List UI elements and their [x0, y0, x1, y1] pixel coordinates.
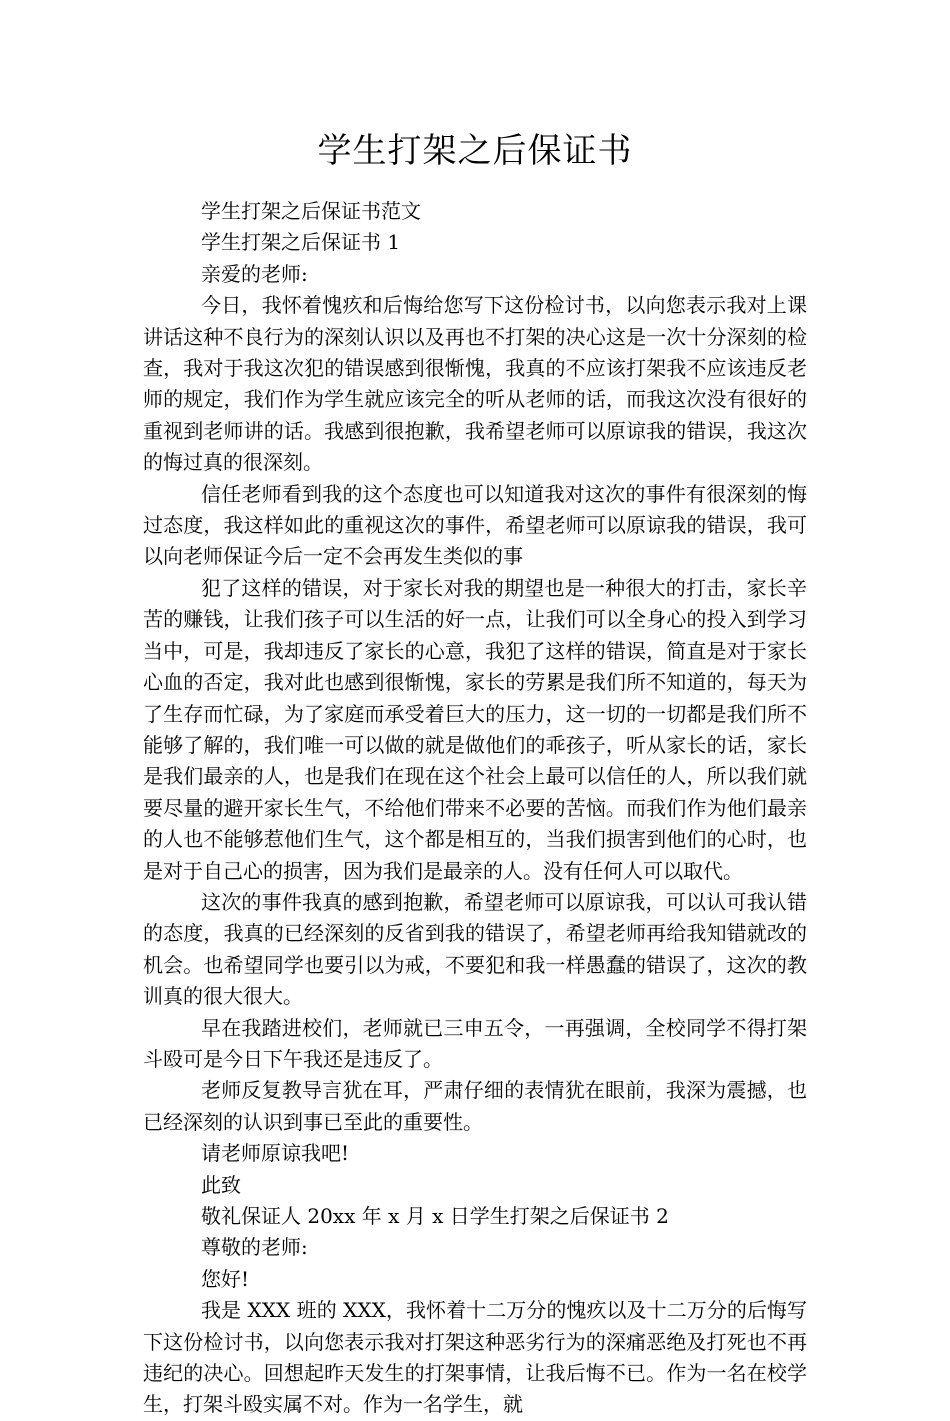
- document-body: [143, 196, 807, 1421]
- closing-line: 此致: [201, 1172, 241, 1197]
- body-paragraph: 犯了这样的错误，对于家长对我的期望也是一种很大的打击，家长辛苦的赚钱，让我们孩子可以生活的好一点，让我们可以全身心的投入到学习当中，可是，我却违反了家长的心意，我犯了这样的错误，简直是对于家长心血的否定，我对此也感到很惭愧，家长的劳累是我们所不知道的，每天为了生存而忙碌，为了家庭而承受着巨大的压力，这一切的一切都是我们所不能够了解的，我们唯一可以做的就是做他们的乖孩子，听从家长的话，家长是我们最亲的人，也是我们在现在这个社会上最可以信任的人，所以我们就要尽量的避开家长生气，不给他们带来不必要的苦恼。而我们作为他们最亲的人也不能够惹他们生气，这个都是相互的，当我们损害到他们的心时，也是对于自己心的损害，因为我们是最亲的人。没有任何人可以取代。: [143, 575, 807, 883]
- body-paragraph: 信任老师看到我的这个态度也可以知道我对这次的事件有很深刻的悔过态度，我这样如此的重视这次的事件，希望老师可以原谅我的错误，我可以向老师保证今后一定不会再发生类似的事: [143, 481, 807, 569]
- body-paragraph: 老师反复教导言犹在耳，严肃仔细的表情犹在眼前，我深为震撼，也已经深刻的认识到事已至此的重要性。: [143, 1078, 807, 1134]
- plea-line: 请老师原谅我吧!: [201, 1141, 350, 1166]
- body-paragraph: 我是 XXX 班的 XXX，我怀着十二万分的愧疚以及十二万分的后悔写下这份检讨书，以向您表示我对打架这种恶劣行为的深痛恶绝及打死也不再违纪的决心。回想起昨天发生的打架事情，让我后悔不已。作为一名在校学生，打架斗殴实属不对。作为一名学生，就: [143, 1298, 807, 1417]
- body-paragraph: 这次的事件我真的感到抱歉，希望老师可以原谅我，可以认可我认错的态度，我真的已经深刻的反省到我的错误了，希望老师再给我知错就改的机会。也希望同学也要引以为戒，不要犯和我一样愚蠢的错误了，这次的教训真的很大很大。: [143, 889, 807, 1009]
- signature-line: 敬礼保证人 20xx 年 x 月 x 日学生打架之后保证书 2: [201, 1204, 669, 1228]
- document-title: 学生打架之后保证书: [317, 131, 633, 171]
- body-paragraph: 早在我踏进校们，老师就已三申五令，一再强调，全校同学不得打架斗殴可是今日下午我还是违反了。: [143, 1015, 807, 1071]
- body-paragraph: 今日，我怀着愧疚和后悔给您写下这份检讨书，以向您表示我对上课讲话这种不良行为的深刻认识以及再也不打架的决心这是一次十分深刻的检查，我对于我这次犯的错误感到很惭愧，我真的不应该打架我不应该违反老师的规定，我们作为学生就应该完全的听从老师的话，而我这次没有很好的重视到老师讲的话。我感到很抱歉，我希望老师可以原谅我的错误，我这次的悔过真的很深刻。: [143, 293, 807, 475]
- greeting-line: 您好!: [201, 1266, 250, 1291]
- section-heading-1: 学生打架之后保证书 1: [201, 230, 401, 255]
- salutation: 亲爱的老师:: [201, 261, 308, 286]
- subtitle-paragraph: 学生打架之后保证书范文: [201, 199, 421, 223]
- salutation-2: 尊敬的老师:: [201, 1235, 308, 1260]
